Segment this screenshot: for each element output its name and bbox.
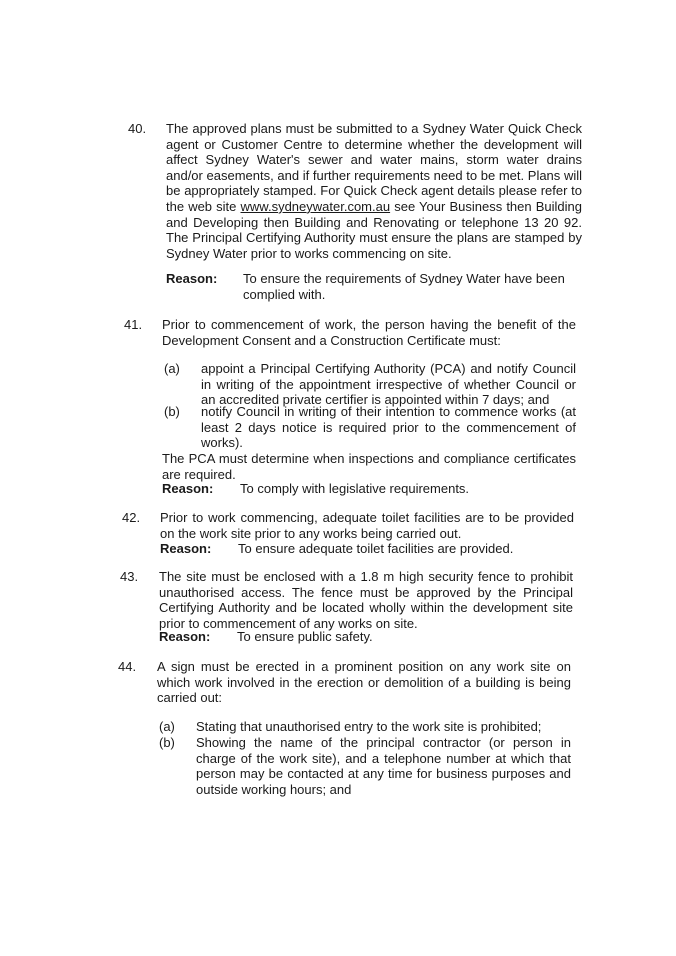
reason-row <box>166 271 582 302</box>
condition-text-part: The approved plans must be submitted to a Sydney Water Quick Check agent or Customer Centre to determine whether the development will affect Sydney Water's sewer and water mains, storm water drains and/or easements, and if further requirements need to be met. Plans will be appropriately stamped. For Quick Check agent details please refer to the web site <box>166 121 582 214</box>
condition-number: 40. <box>128 121 147 136</box>
condition-text: Prior to work commencing, adequate toilet facilities are to be provided on the work site prior to any works being carried out. <box>160 510 574 541</box>
item-label: (a) <box>164 361 180 376</box>
condition-number: 43. <box>120 569 139 584</box>
reason-label: Reason: <box>166 271 218 286</box>
reason-row <box>162 481 576 497</box>
condition-number: 42. <box>122 510 141 525</box>
reason-text: To comply with legislative requirements. <box>240 481 470 496</box>
reason-label: Reason: <box>162 481 214 496</box>
reason-row <box>160 541 574 557</box>
reason-label: Reason: <box>159 629 211 644</box>
condition-after-text: The PCA must determine when inspections and compliance certificates are required. <box>162 451 576 482</box>
sydney-water-link[interactable]: www.sydneywater.com.au <box>240 198 391 214</box>
item-text: appoint a Principal Certifying Authority (PCA) and notify Council in writing of the appointment irrespective of whether Council or an accredited private certifier is appointed within 7 days; and <box>201 361 576 408</box>
item-text: Showing the name of the principal contractor (or person in charge of the work site), and a telephone number at which that person may be contacted at any time for business purposes and outside working hours; and <box>196 735 571 797</box>
condition-text: Prior to commencement of work, the person having the benefit of the Development Consent and a Construction Certificate must: <box>162 317 576 348</box>
condition-text <box>166 121 582 261</box>
item-label: (b) <box>159 735 175 750</box>
reason-text: To ensure public safety. <box>237 629 373 644</box>
reason-text: To ensure the requirements of Sydney Water have been complied with. <box>243 271 565 302</box>
reason-row <box>159 629 573 645</box>
condition-number: 41. <box>124 317 143 332</box>
condition-text: A sign must be erected in a prominent position on any work site on which work involved in the erection or demolition of a building is being carried out: <box>157 659 571 706</box>
item-label: (a) <box>159 719 175 734</box>
reason-text: To ensure adequate toilet facilities are provided. <box>238 541 514 556</box>
condition-number: 44. <box>118 659 137 674</box>
reason-label: Reason: <box>160 541 212 556</box>
item-text: notify Council in writing of their intention to commence works (at least 2 days notice is required prior to the commencement of works). <box>201 404 576 451</box>
condition-text: The site must be enclosed with a 1.8 m high security fence to prohibit unauthorised access. The fence must be approved by the Principal Certifying Authority and be located wholly within the development site prior to commencement of any works on site. <box>159 569 573 631</box>
condition-text-part: see Your Business then Building and Developing then Building and Renovating or telephone 13 20 92. The Principal Certifying Authority must ensure the plans are stamped by Sydney Water prior to works commencing on site. <box>166 198 582 261</box>
item-label: (b) <box>164 404 180 419</box>
item-text: Stating that unauthorised entry to the work site is prohibited; <box>196 719 542 734</box>
